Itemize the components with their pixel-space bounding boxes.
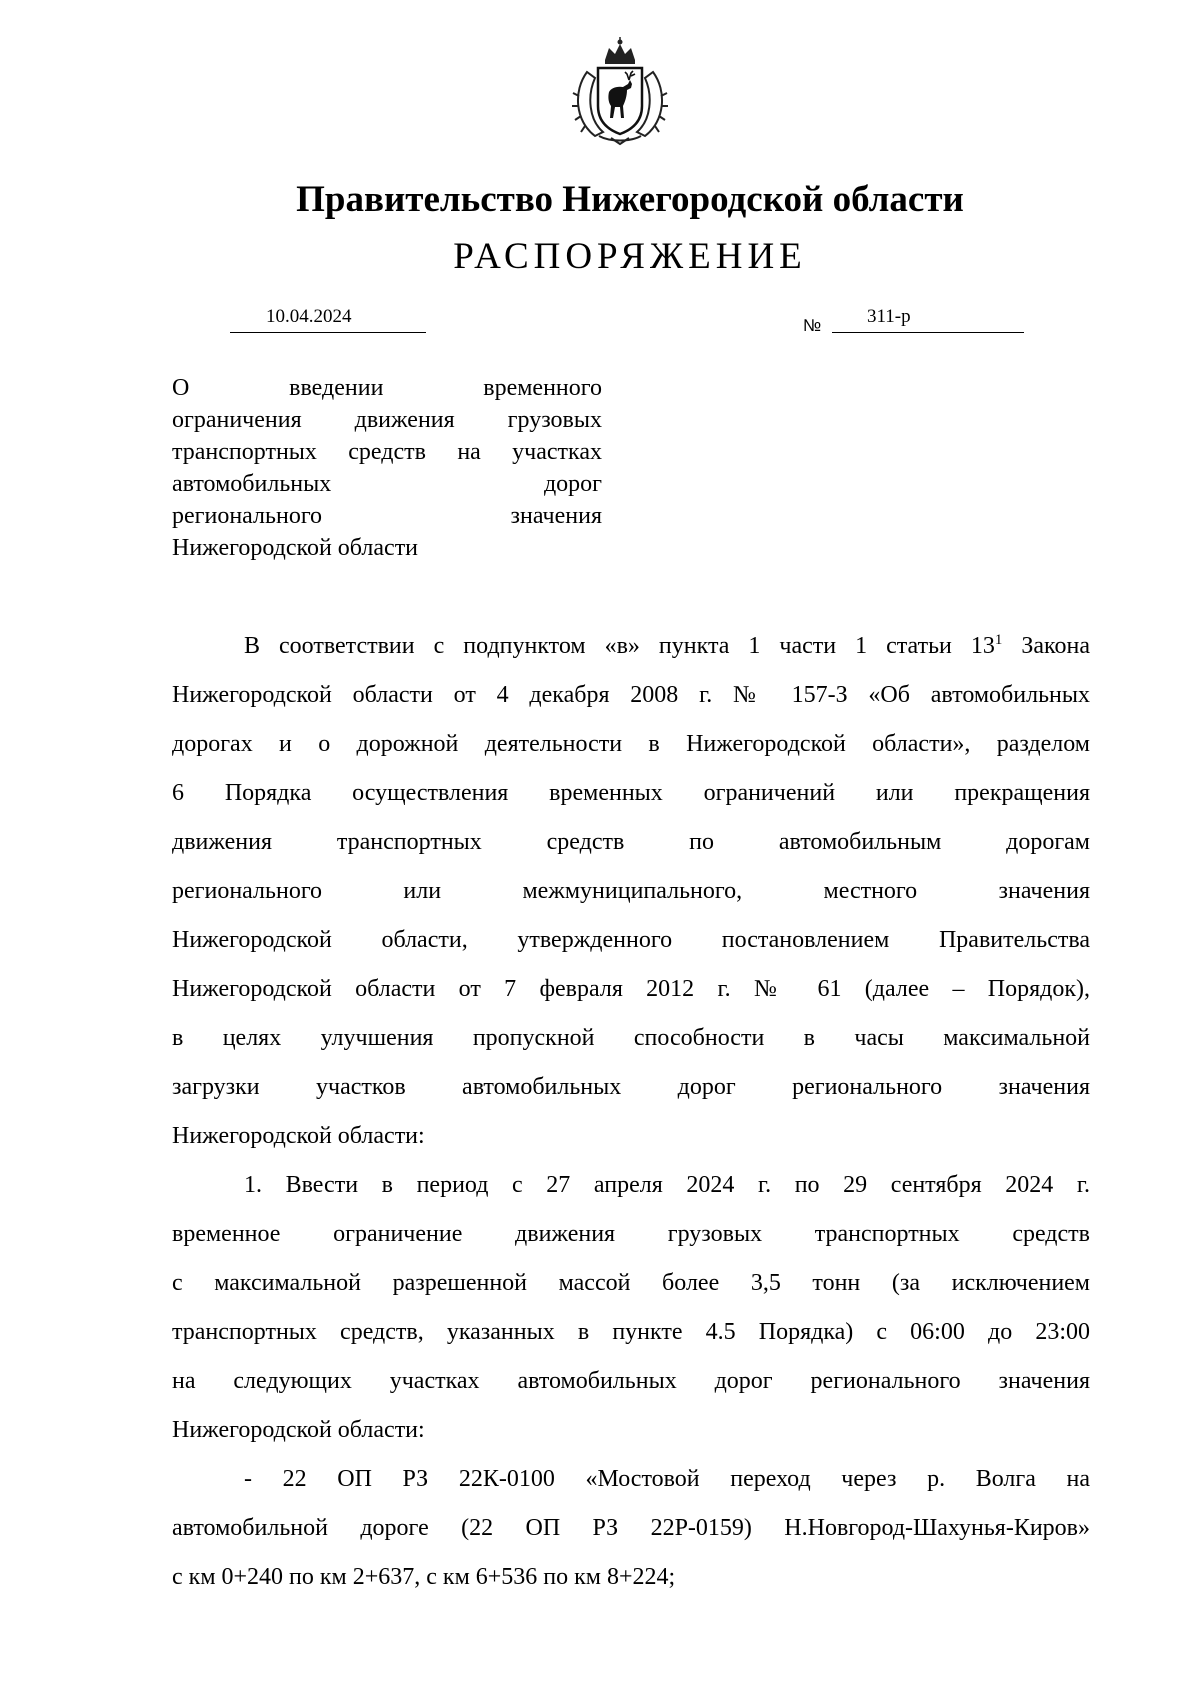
preamble-line: дорогах и о дорожной деятельности в Нижегородской области», разделом: [172, 731, 1090, 757]
crown-icon: [605, 37, 635, 64]
preamble-line: Нижегородской области, утвержденного постановлением Правительства: [172, 927, 1090, 953]
item1-line: на следующих участках автомобильных дорог регионального значения: [172, 1368, 1090, 1394]
item1-line: временное ограничение движения грузовых транспортных средств: [172, 1221, 1090, 1247]
document-type-title: РАСПОРЯЖЕНИЕ: [453, 236, 807, 277]
subject-line: О введении временного: [172, 375, 602, 401]
preamble-line: 6 Порядка осуществления временных ограничений или прекращения: [172, 780, 1090, 806]
document-number: 311-р: [867, 306, 911, 327]
preamble-line: Нижегородской области от 4 декабря 2008 г. № 157-З «Об автомобильных: [172, 682, 1090, 708]
subject-line: Нижегородской области: [172, 535, 419, 561]
item1-line: Нижегородской области:: [172, 1417, 425, 1443]
preamble-line: Нижегородской области от 7 февраля 2012 г. № 61 (далее – Порядок),: [172, 976, 1090, 1002]
item1-line: транспортных средств, указанных в пункте 4.5 Порядка) с 06:00 до 23:00: [172, 1319, 1090, 1345]
document-date: 10.04.2024: [266, 306, 352, 327]
subject-line: регионального значения: [172, 503, 602, 529]
preamble-line: регионального или межмуниципального, местного значения: [172, 878, 1090, 904]
preamble-line: движения транспортных средств по автомобильным дорогам: [172, 829, 1090, 855]
organization-title: Правительство Нижегородской области: [296, 179, 964, 220]
document-body: [172, 622, 1090, 1602]
preamble-text: Закона: [1002, 633, 1090, 659]
preamble-line: загрузки участков автомобильных дорог регионального значения: [172, 1074, 1090, 1100]
subject-line: автомобильных дорог: [172, 471, 602, 497]
document-subject: [172, 372, 602, 564]
preamble-text: В соответствии с подпунктом «в» пункта 1 части 1 статьи 13: [244, 633, 995, 659]
date-underline: [230, 332, 426, 333]
preamble-line: в целях улучшения пропускной способности в часы максимальной: [172, 1025, 1090, 1051]
road-item-line: - 22 ОП РЗ 22К-0100 «Мостовой переход через р. Волга на: [244, 1466, 1090, 1492]
preamble-line: Нижегородской области:: [172, 1123, 425, 1149]
number-sign: №: [803, 316, 822, 335]
article-superscript: 1: [994, 632, 1003, 648]
coat-of-arms-emblem: [565, 36, 675, 146]
preamble-first-line: [172, 622, 1090, 671]
road-item-line: с км 0+240 по км 2+637, с км 6+536 по км 8+224;: [172, 1564, 676, 1590]
item1-line: 1. Ввести в период с 27 апреля 2024 г. по 29 сентября 2024 г.: [244, 1172, 1090, 1198]
subject-line: транспортных средств на участках: [172, 439, 602, 465]
subject-line: ограничения движения грузовых: [172, 407, 602, 433]
number-underline: [832, 332, 1024, 333]
item1-line: с максимальной разрешенной массой более 3,5 тонн (за исключением: [172, 1270, 1090, 1296]
road-item-line: автомобильной дороге (22 ОП РЗ 22Р-0159) Н.Новгород-Шахунья-Киров»: [172, 1515, 1090, 1541]
